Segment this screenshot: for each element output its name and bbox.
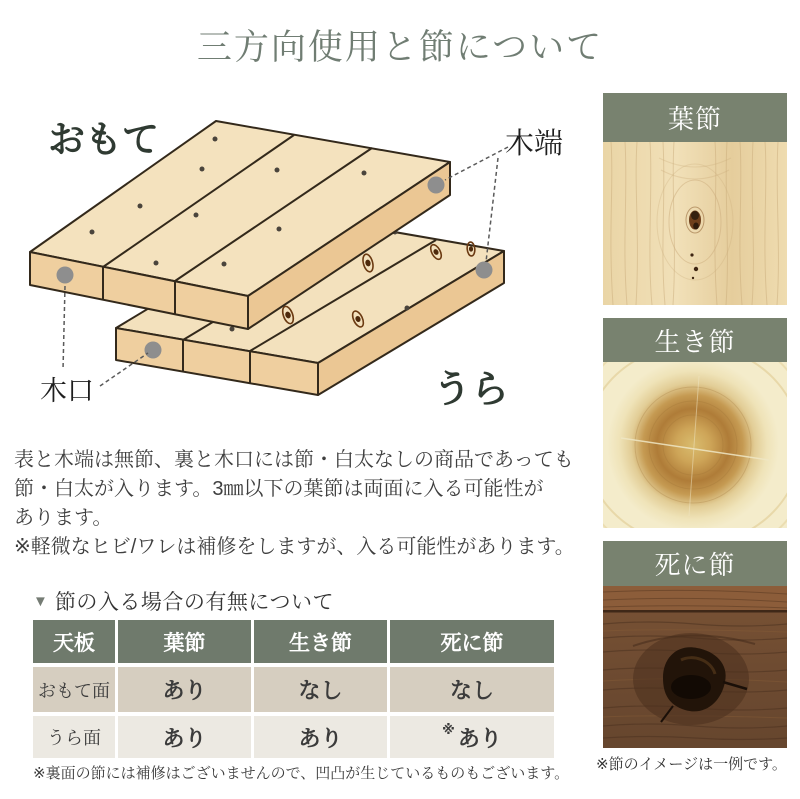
live-knot-wood-image [603,362,787,528]
row-back-live: あり [254,716,387,758]
back-label: うら [433,369,510,411]
leaf-knot-header: 葉節 [603,93,787,142]
row-back-label: うら面 [33,716,115,758]
dead-knot-photo [603,586,787,748]
reference-mark: ※ [442,722,455,737]
description-line: 表と木端は無節、裏と木口には節・白太なしの商品であっても [14,449,574,471]
section-title: 節の入る場合の有無について [54,591,334,614]
knot-table-section-heading [33,586,334,616]
row-front-live: なし [254,667,387,712]
dead-knot-header: 死に節 [603,541,787,586]
leaf-knot-wood-image [603,142,787,305]
panels-caption: ※節のイメージは一例です。 [596,756,787,773]
table-header-dead-knot: 死に節 [390,620,554,663]
row-back-dead [390,716,554,758]
board-isometric-illustration [8,100,593,445]
row-back-dead-value: あり [457,725,502,751]
description-line: あります。 [14,507,113,529]
knot-occurrence-table [33,620,554,758]
end-grain-label: 木口 [40,376,94,406]
page-title: 三方向使用と節について [196,28,604,67]
front-label: おもて [48,119,159,160]
dead-knot-wood-image [603,586,787,748]
description-line: 節・白太が入ります。3㎜以下の葉節は両面に入る可能性が [14,478,544,500]
live-knot-header: 生き節 [603,318,787,362]
edge-label: 木端 [505,128,564,160]
live-knot-photo [603,362,787,528]
description-paragraph [14,446,598,562]
row-front-dead: なし [390,667,554,712]
table-header-leaf-knot: 葉節 [118,620,251,663]
table-header-live-knot: 生き節 [254,620,387,663]
table-header-surface: 天板 [33,620,115,663]
description-line: ※軽微なヒビ/ワレは補修をしますが、入る可能性があります。 [14,536,575,558]
leaf-knot-photo [603,142,787,305]
row-back-leaf: あり [118,716,251,758]
wood-board-diagram [8,100,593,445]
table-footnote: ※裏面の節には補修はございませんので、凹凸が生じているものもございます。 [33,765,570,782]
row-front-label: おもて面 [33,667,115,712]
triangle-marker-icon: ▼ [33,592,48,610]
row-front-leaf: あり [118,667,251,712]
